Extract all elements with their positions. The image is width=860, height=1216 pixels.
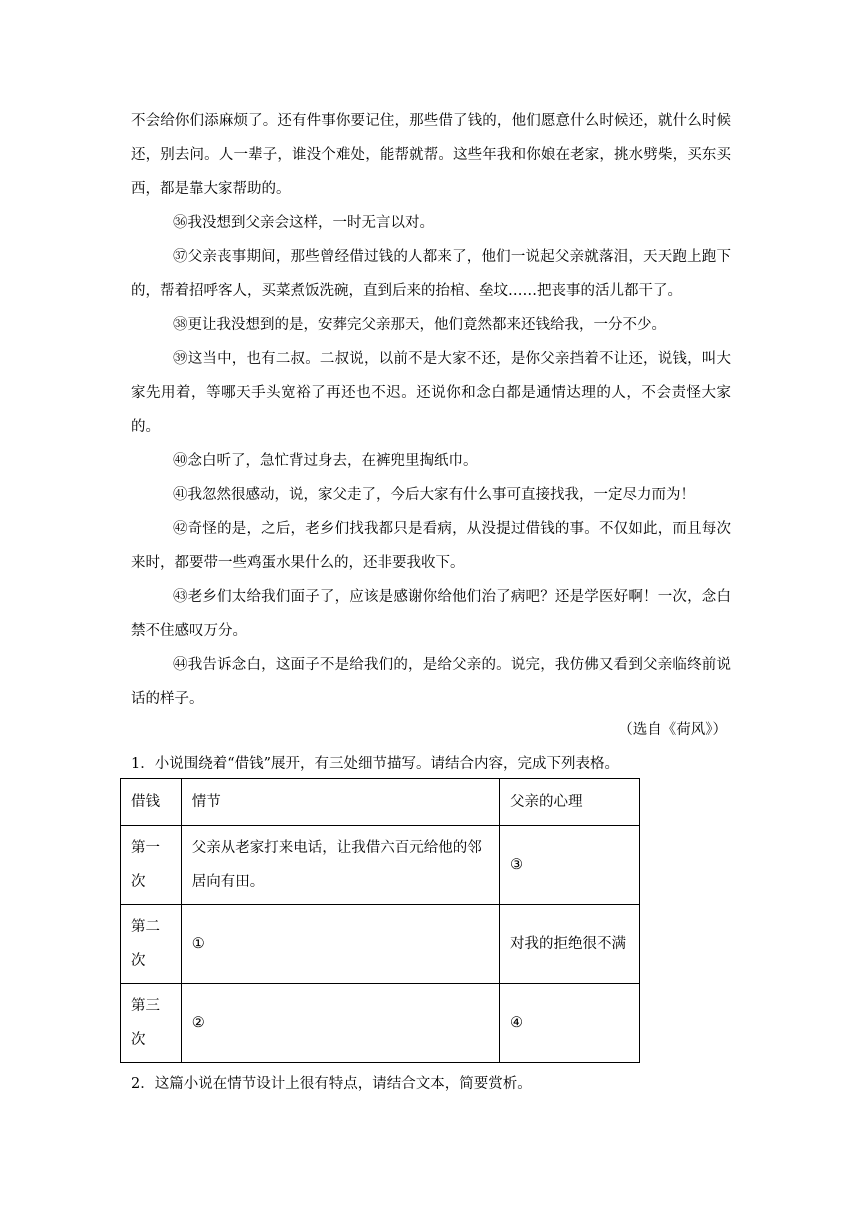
table-row (121, 826, 640, 905)
source-citation: （选自《荷风》） (618, 722, 727, 738)
paragraph-43: ㊸老乡们太给我们面子了，应该是感谢你给他们治了病吧？还是学医好啊！一次，念白禁不住感叹万分。 (131, 589, 731, 639)
paragraph-41: ㊶我忽然很感动，说，家父走了，今后大家有什么事可直接找我，一定尽力而为！ (173, 487, 695, 503)
paragraph-39: ㊴这当中，也有二叔。二叔说，以前不是大家不还，是你父亲挡着不让还，说钱，叫大家先用着，等哪天手头宽裕了再还也不迟。还说你和念白都是通情达理的人，不会责怪大家的。 (131, 351, 731, 435)
table-row (121, 905, 640, 984)
table-header-cell: 情节 (181, 779, 499, 826)
table-cell-psychology: ④ (500, 984, 640, 1063)
paragraph-38: ㊳更让我没想到的是，安葬完父亲那天，他们竟然都来还钱给我，一分不少。 (173, 317, 666, 333)
table-cell-psychology: ③ (500, 826, 640, 905)
table-header-row (121, 779, 640, 826)
answer-table (120, 778, 640, 1063)
paragraph-continued: 不会给你们添麻烦了。还有件事你要记住，那些借了钱的，他们愿意什么时候还，就什么时候还，别去问。人一辈子，谁没个难处，能帮就帮。这些年我和你娘在老家，挑水劈柴，买东买西，都是靠大家帮助的。 (131, 113, 731, 197)
table-cell-plot: ① (181, 905, 499, 984)
table-row (121, 984, 640, 1063)
table-cell-plot: ② (181, 984, 499, 1063)
paragraph-42: ㊷奇怪的是，之后，老乡们找我都只是看病，从没提过借钱的事。不仅如此，而且每次来时，都要带一些鸡蛋水果什么的，还非要我收下。 (131, 521, 731, 571)
table-cell-label: 第三次 (121, 984, 182, 1063)
table-header-cell: 借钱 (121, 779, 182, 826)
paragraph-40: ㊵念白听了，急忙背过身去，在裤兜里掏纸巾。 (173, 453, 478, 469)
paragraph-37: ㊲父亲丧事期间，那些曾经借过钱的人都来了，他们一说起父亲就落泪，天天跑上跑下的，帮着招呼客人，买菜煮饭洗碗，直到后来的抬棺、垒坟……把丧事的活儿都干了。 (131, 249, 731, 299)
question-1: 1．小说围绕着“借钱”展开，有三处细节描写。请结合内容，完成下列表格。 (131, 756, 620, 772)
question-2: 2．这篇小说在情节设计上很有特点，请结合文本，简要赏析。 (131, 1076, 532, 1092)
table-cell-label: 第一次 (121, 826, 182, 905)
table-cell-plot: 父亲从老家打来电话，让我借六百元给他的邻居向有田。 (181, 826, 499, 905)
paragraph-44: ㊹我告诉念白，这面子不是给我们的，是给父亲的。说完，我仿佛又看到父亲临终前说话的样子。 (131, 657, 731, 707)
paragraph-36: ㊱我没想到父亲会这样，一时无言以对。 (173, 215, 434, 231)
table-header-cell: 父亲的心理 (500, 779, 640, 826)
table-cell-label: 第二次 (121, 905, 182, 984)
table-cell-psychology: 对我的拒绝很不满 (500, 905, 640, 984)
